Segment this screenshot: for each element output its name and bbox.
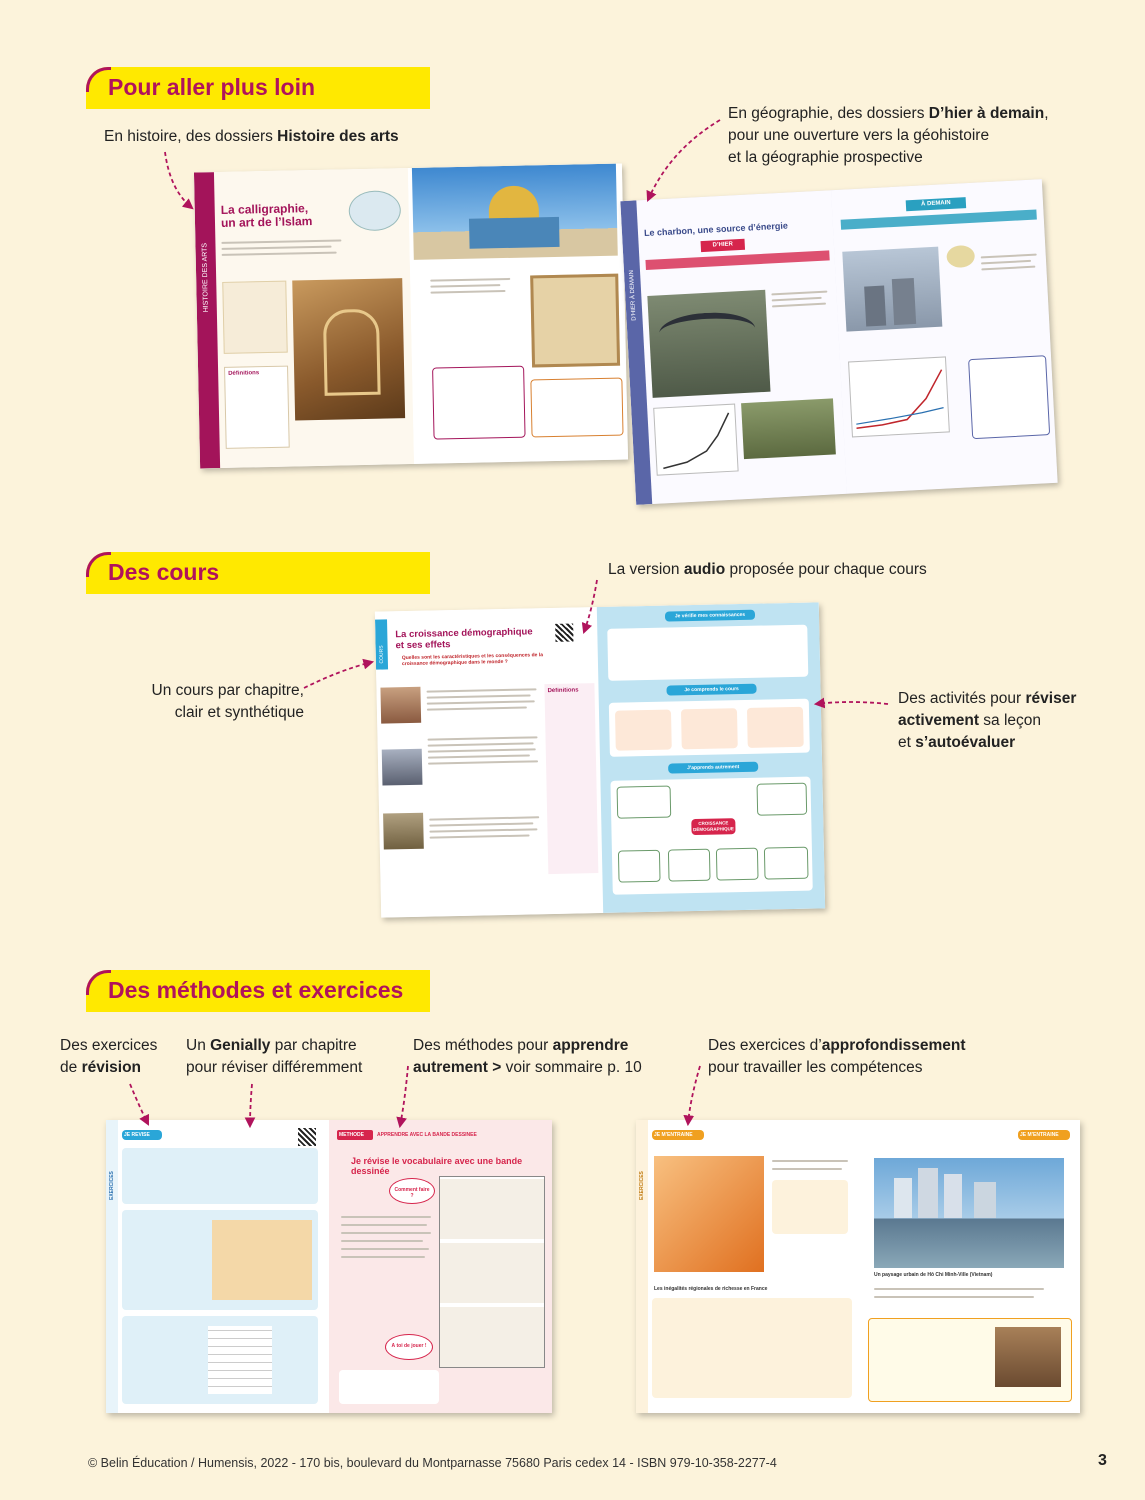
spread-cours (375, 602, 825, 917)
timeline (645, 250, 829, 270)
method-title: APPRENDRE AVEC LA BANDE DESSINÉE (377, 1132, 477, 1138)
caption-approfondissement: Des exercices d’approfondissement pour travailler les compétences (708, 1037, 966, 1076)
method-heading: Je révise le vocabulaire avec une bande dessinée (351, 1156, 523, 1176)
mihrab-photo (292, 278, 405, 420)
exercise-3 (122, 1316, 318, 1404)
footer-copyright: © Belin Éducation / Humensis, 2022 - 170 bis, boulevard du Montparnasse 75680 Paris cedex 14 - ISBN 979-10-358-2277-4 (88, 1456, 777, 1470)
photo-2 (382, 749, 423, 786)
qr-code (298, 1128, 316, 1146)
map-caption: Les inégalités régionales de richesse en France (654, 1286, 768, 1292)
qr-code (555, 624, 573, 642)
section-banner-des-cours (86, 552, 430, 594)
photo-caption: Un paysage urbain de Hô Chi Minh-Ville (Vietnam) (874, 1272, 993, 1278)
exercise-text (652, 1298, 852, 1398)
activity-box-2 (530, 378, 623, 438)
painting-photo (647, 290, 770, 398)
side-label: HISTOIRE DES ARTS (201, 242, 210, 313)
caption-histoire-arts: En histoire, des dossiers Histoire des arts (104, 128, 399, 145)
comprehension-area (609, 699, 810, 757)
right-page (858, 1120, 1080, 1413)
caption-audio: La version audio proposée pour chaque cours (608, 561, 927, 578)
spread-histoire-des-arts (194, 164, 628, 469)
side-label: D’HIER À DEMAIN (628, 269, 638, 321)
section-title: Des cours (108, 559, 220, 585)
left-page (636, 1120, 858, 1413)
right-page (408, 164, 628, 464)
manuscript-photo (530, 274, 620, 368)
tag-je-revise: JE RÉVISE (122, 1130, 162, 1140)
legend-box (772, 1180, 848, 1234)
exercise-2 (122, 1210, 318, 1310)
exercise-1 (122, 1148, 318, 1204)
exercise-malawi (868, 1318, 1072, 1402)
left-page (620, 190, 847, 505)
speech-bubble-1: Comment faire ? (389, 1178, 435, 1204)
dome-photo (412, 164, 618, 260)
caption-cours: Un cours par chapitre, clair et synthétique (151, 682, 304, 721)
right-page (831, 179, 1058, 494)
section-banner-pour-aller-plus-loin (86, 67, 430, 109)
right-page (329, 1120, 552, 1413)
timeline (841, 209, 1037, 229)
speech-bubble-2: À toi de jouer ! (385, 1334, 433, 1360)
header-comprends: Je comprends le cours (666, 684, 756, 696)
left-page (375, 607, 603, 918)
caption-reviser: Des activités pour réviser activement sa leçon et s’autoévaluer (898, 690, 1077, 751)
tag-je-mentraine: JE M’ENTRAÎNE (652, 1130, 704, 1140)
definitions-column: Définitions (544, 683, 598, 874)
side-label: COURS (378, 645, 385, 664)
header-apprends: J’apprends autrement (668, 762, 758, 774)
france-map (654, 1156, 764, 1272)
right-page (597, 602, 825, 913)
quiz-area (607, 625, 808, 681)
spread-entrainement (636, 1120, 1080, 1413)
production-chart (653, 404, 738, 476)
caption-methodes: Des méthodes pour apprendre autrement > voir sommaire p. 10 (413, 1037, 642, 1076)
tag-hier: D’HIER (701, 239, 746, 252)
tag-demain: À DEMAIN (906, 197, 966, 211)
page-number: 3 (1098, 1452, 1107, 1469)
definitions-box: Définitions (224, 366, 290, 449)
city-photo (874, 1158, 1064, 1268)
problematique: Quelles sont les caractéristiques et les conséquences de la croissance démographique dans le monde ? (401, 652, 544, 668)
caption-genially: Un Genially par chapitre pour réviser différemment (186, 1037, 363, 1076)
tag-methode: MÉTHODE (337, 1130, 373, 1140)
side-label: EXERCICES (109, 1171, 115, 1200)
spread-title: La croissance démographique et ses effets (395, 626, 533, 652)
caption-hier-demain: En géographie, des dossiers D’hier à demain, pour une ouverture vers la géohistoire et la géographie prospective (728, 105, 1049, 166)
section-banner-methodes-exercices (86, 970, 430, 1012)
activity-box (339, 1370, 439, 1404)
header-connaissances: Je vérifie mes connaissances (665, 610, 755, 622)
text-box (222, 281, 287, 354)
tag-je-mentraine-right: JE M’ENTRAÎNE (1018, 1130, 1070, 1140)
left-page (106, 1120, 329, 1413)
photo-3 (383, 813, 424, 850)
mine-photo (741, 398, 836, 459)
section-title: Pour aller plus loin (108, 74, 316, 100)
comic-strip (439, 1176, 545, 1368)
mindmap-area: CROISSANCE DÉMOGRAPHIQUE (610, 777, 812, 895)
spread-revision-methode (106, 1120, 552, 1413)
spread-title: La calligraphie, un art de l’Islam (220, 201, 313, 230)
questions-box (968, 355, 1050, 439)
left-page (194, 168, 414, 468)
country-chart (848, 356, 950, 437)
side-label: EXERCICES (639, 1171, 645, 1200)
locator-map (946, 245, 975, 268)
power-plant-photo (842, 247, 942, 332)
activity-box-1 (432, 366, 525, 440)
spread-hier-demain (620, 179, 1057, 505)
section-title: Des méthodes et exercices (108, 977, 404, 1003)
caption-revision: Des exercices de révision (60, 1037, 158, 1076)
photo-1 (380, 687, 421, 724)
spread-title: Le charbon, une source d’énergie (643, 220, 789, 239)
locator-map (348, 190, 401, 231)
